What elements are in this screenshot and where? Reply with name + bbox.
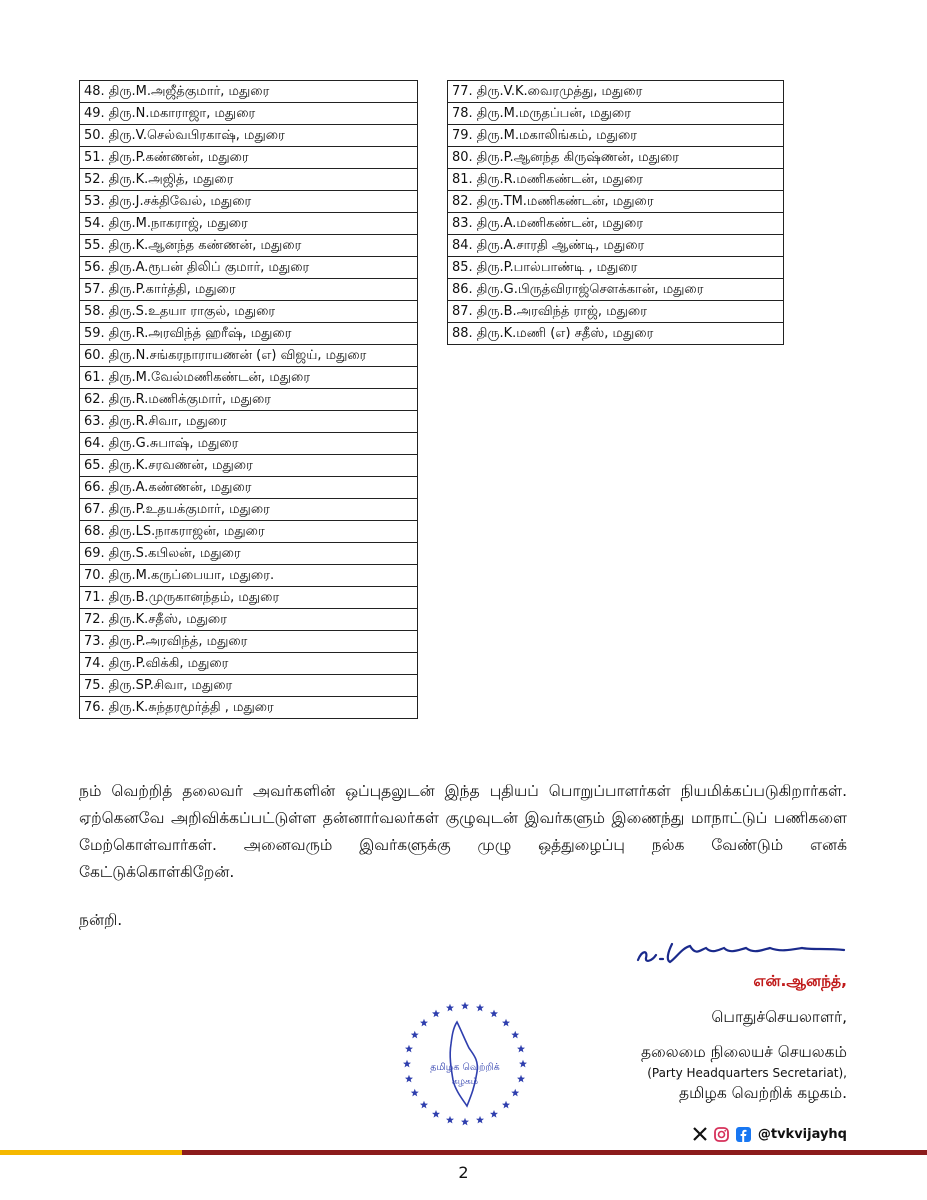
table-row: [80, 301, 418, 323]
appointee-entry: 48. திரு.M.அஜீத்குமார், மதுரை: [80, 81, 418, 103]
party-seal: [395, 1000, 535, 1130]
table-row: [448, 323, 784, 345]
appointee-entry: 52. திரு.K.அஜித், மதுரை: [80, 169, 418, 191]
signatory-organisation: தமிழக வெற்றிக் கழகம்.: [679, 1084, 847, 1102]
appointee-entry: 61. திரு.M.வேல்மணிகண்டன், மதுரை: [80, 367, 418, 389]
table-row: [80, 433, 418, 455]
body-paragraph: நம் வெற்றித் தலைவர் அவர்களின் ஒப்புதலுடன் இந்த புதியப் பொறுப்பாளர்கள் நியமிக்கப்படுகிறார்கள். ஏற்கெனவே அறிவிக்கப்பட்டுள்ள தன்னார்வலர்கள் குழுவுடன் இவர்களும் இணைந்து மாநாட்டுப் பணிகளை மேற்கொள்வார்கள். அனைவரும் இவர்களுக்கு முழு ஒத்துழைப்பு நல்க வேண்டும் எனக் கேட்டுக்கொள்கிறேன்.: [79, 782, 847, 881]
table-row: [80, 697, 418, 719]
table-row: [80, 103, 418, 125]
appointee-entry: 75. திரு.SP.சிவா, மதுரை: [80, 675, 418, 697]
appointee-entry: 84. திரு.A.சாரதி ஆண்டி, மதுரை: [448, 235, 784, 257]
table-row: [448, 147, 784, 169]
facebook-icon[interactable]: [736, 1126, 752, 1142]
seal-star-icon: [490, 1110, 498, 1118]
table-row: [80, 521, 418, 543]
table-row: [80, 565, 418, 587]
appointee-entry: 49. திரு.N.மகாராஜா, மதுரை: [80, 103, 418, 125]
seal-star-icon: [432, 1110, 440, 1118]
appointee-entry: 87. திரு.B.அரவிந்த் ராஜ், மதுரை: [448, 301, 784, 323]
table-row: [448, 235, 784, 257]
seal-star-icon: [420, 1019, 428, 1027]
table-row: [80, 367, 418, 389]
page-number: 2: [458, 1163, 469, 1182]
appointee-entry: 73. திரு.P.அரவிந்த், மதுரை: [80, 631, 418, 653]
signatory-office: தலைமை நிலையச் செயலகம்: [640, 1043, 847, 1061]
table-row: [80, 653, 418, 675]
appointee-entry: 72. திரு.K.சதீஸ், மதுரை: [80, 609, 418, 631]
seal-star-icon: [517, 1045, 525, 1053]
signatory-role: பொதுச்செயலாளர்,: [711, 1008, 847, 1026]
table-row: [448, 125, 784, 147]
seal-star-icon: [446, 1004, 454, 1012]
seal-star-icon: [519, 1060, 527, 1068]
appointee-entry: 65. திரு.K.சரவணன், மதுரை: [80, 455, 418, 477]
appointee-entry: 86. திரு.G.பிருத்விராஜ்சௌக்கான், மதுரை: [448, 279, 784, 301]
appointee-entry: 81. திரு.R.மணிகண்டன், மதுரை: [448, 169, 784, 191]
table-row: [80, 389, 418, 411]
seal-text-line2: கழகம்: [452, 1077, 478, 1087]
appointee-entry: 58. திரு.S.உதயா ராகுல், மதுரை: [80, 301, 418, 323]
appointee-entry: 54. திரு.M.நாகராஜ், மதுரை: [80, 213, 418, 235]
seal-star-icon: [511, 1031, 519, 1039]
appointee-entry: 57. திரு.P.கார்த்தி, மதுரை: [80, 279, 418, 301]
appointee-entry: 85. திரு.P.பால்பாண்டி , மதுரை: [448, 257, 784, 279]
appointee-entry: 77. திரு.V.K.வைரமுத்து, மதுரை: [448, 81, 784, 103]
seal-star-icon: [502, 1019, 510, 1027]
table-row: [80, 147, 418, 169]
table-row: [448, 103, 784, 125]
table-row: [80, 169, 418, 191]
seal-star-icon: [476, 1116, 484, 1124]
social-handle-text[interactable]: @tvkvijayhq: [757, 1126, 847, 1142]
appointee-entry: 63. திரு.R.சிவா, மதுரை: [80, 411, 418, 433]
appointee-entry: 51. திரு.P.கண்ணன், மதுரை: [80, 147, 418, 169]
x-icon[interactable]: [692, 1126, 708, 1142]
appointee-entry: 69. திரு.S.கபிலன், மதுரை: [80, 543, 418, 565]
table-row: [448, 301, 784, 323]
table-row: [80, 543, 418, 565]
seal-text-line1: தமிழக வெற்றிக்: [430, 1062, 500, 1073]
appointee-entry: 50. திரு.V.செல்வபிரகாஷ், மதுரை: [80, 125, 418, 147]
seal-star-icon: [461, 1002, 469, 1010]
table-row: [80, 455, 418, 477]
appointee-entry: 59. திரு.R.அரவிந்த் ஹரீஷ், மதுரை: [80, 323, 418, 345]
seal-star-icon: [490, 1010, 498, 1018]
table-row: [448, 257, 784, 279]
appointee-entry: 70. திரு.M.கருப்பையா, மதுரை.: [80, 565, 418, 587]
appointee-entry: 67. திரு.P.உதயக்குமார், மதுரை: [80, 499, 418, 521]
table-row: [80, 323, 418, 345]
appointee-entry: 56. திரு.A.ரூபன் திலிப் குமார், மதுரை: [80, 257, 418, 279]
table-row: [80, 631, 418, 653]
appointee-entry: 80. திரு.P.ஆனந்த கிருஷ்ணன், மதுரை: [448, 147, 784, 169]
table-row: [80, 609, 418, 631]
seal-star-icon: [403, 1060, 411, 1068]
footer-bar-yellow: [0, 1150, 182, 1155]
appointee-entry: 88. திரு.K.மணி (எ) சதீஸ், மதுரை: [448, 323, 784, 345]
appointee-entry: 82. திரு.TM.மணிகண்டன், மதுரை: [448, 191, 784, 213]
table-row: [80, 81, 418, 103]
table-row: [448, 279, 784, 301]
table-row: [80, 191, 418, 213]
social-handles: [692, 1126, 847, 1142]
table-row: [80, 477, 418, 499]
appointee-entry: 79. திரு.M.மகாலிங்கம், மதுரை: [448, 125, 784, 147]
appointee-entry: 64. திரு.G.சுபாஷ், மதுரை: [80, 433, 418, 455]
seal-star-icon: [511, 1089, 519, 1097]
table-row: [80, 257, 418, 279]
seal-star-icon: [517, 1075, 525, 1083]
appointee-entry: 76. திரு.K.சுந்தரமூர்த்தி , மதுரை: [80, 697, 418, 719]
table-row: [80, 345, 418, 367]
thanks-text: நன்றி.: [79, 911, 123, 929]
table-row: [80, 279, 418, 301]
signature-mark: [630, 928, 850, 970]
table-row: [80, 675, 418, 697]
table-row: [80, 411, 418, 433]
signatory-office-english: (Party Headquarters Secretariat),: [647, 1066, 847, 1080]
appointee-list-right: [447, 80, 784, 345]
table-row: [80, 499, 418, 521]
seal-star-icon: [411, 1089, 419, 1097]
appointee-list-left: [79, 80, 418, 719]
table-row: [80, 213, 418, 235]
appointee-entry: 71. திரு.B.முருகானந்தம், மதுரை: [80, 587, 418, 609]
table-row: [80, 125, 418, 147]
appointee-entry: 53. திரு.J.சக்திவேல், மதுரை: [80, 191, 418, 213]
seal-star-icon: [461, 1118, 469, 1126]
seal-star-icon: [405, 1075, 413, 1083]
instagram-icon[interactable]: [714, 1126, 730, 1142]
seal-star-icon: [502, 1101, 510, 1109]
appointee-entry: 62. திரு.R.மணிக்குமார், மதுரை: [80, 389, 418, 411]
table-row: [448, 191, 784, 213]
seal-star-icon: [411, 1031, 419, 1039]
appointee-entry: 74. திரு.P.விக்கி, மதுரை: [80, 653, 418, 675]
appointee-entry: 78. திரு.M.மருதப்பன், மதுரை: [448, 103, 784, 125]
seal-star-icon: [432, 1010, 440, 1018]
table-row: [448, 81, 784, 103]
table-row: [448, 169, 784, 191]
signatory-name: என்.ஆனந்த்,: [753, 972, 847, 990]
appointee-entry: 60. திரு.N.சங்கரநாராயணன் (எ) விஜய், மதுரை: [80, 345, 418, 367]
seal-star-icon: [446, 1116, 454, 1124]
appointee-entry: 55. திரு.K.ஆனந்த கண்ணன், மதுரை: [80, 235, 418, 257]
seal-star-icon: [420, 1101, 428, 1109]
appointee-entry: 68. திரு.LS.நாகராஜன், மதுரை: [80, 521, 418, 543]
table-row: [80, 235, 418, 257]
seal-star-icon: [476, 1004, 484, 1012]
table-row: [448, 213, 784, 235]
appointee-entry: 66. திரு.A.கண்ணன், மதுரை: [80, 477, 418, 499]
seal-star-icon: [405, 1045, 413, 1053]
appointee-entry: 83. திரு.A.மணிகண்டன், மதுரை: [448, 213, 784, 235]
table-row: [80, 587, 418, 609]
